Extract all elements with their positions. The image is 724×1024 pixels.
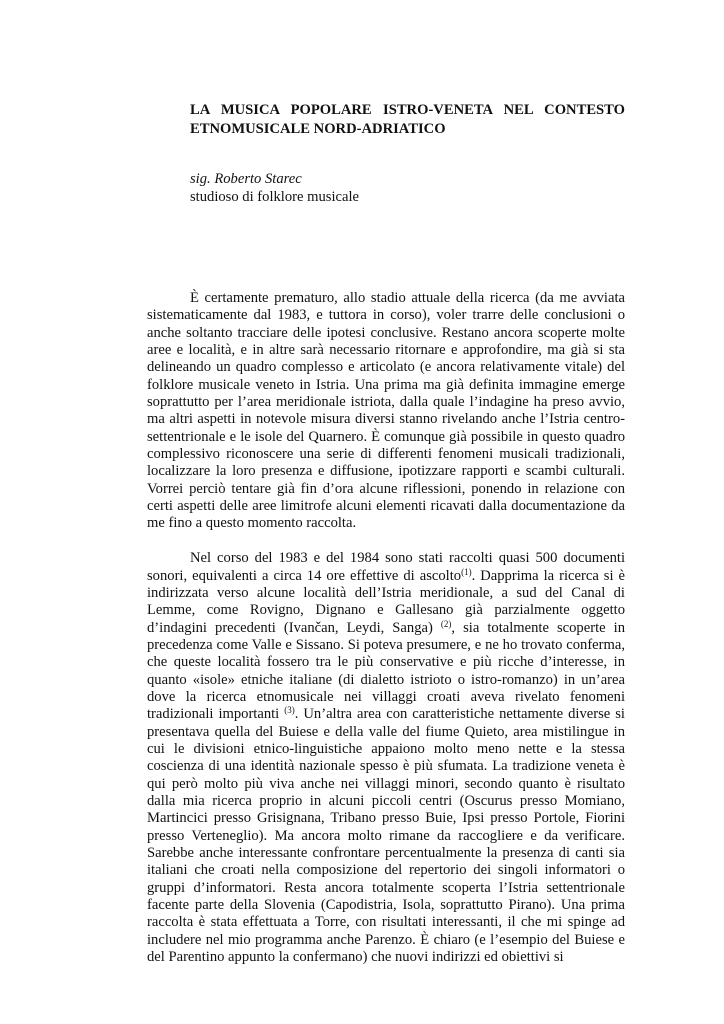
paragraph-2-text-1: Nel corso del 1983 e del 1984 sono stati raccolti quasi 500 documenti sonori, equivalenti a circa 14 ore effettive di ascolto <box>147 550 625 584</box>
paragraph-2-text-2: . Dapprima la ricerca si è indirizzata verso alcune località dell’Istria meridionale, a sud del Canal di Lemme, come Rovigno, Dignano e Gallesano già parzialmente oggetto d’indagini precedenti (Ivančan, Leydi, Sanga) <box>147 567 626 636</box>
footnote-ref-1: (1) <box>461 566 472 577</box>
author-block <box>190 171 359 206</box>
paragraph-1: È certamente prematuro, allo stadio attuale della ricerca (da me avviata sistematicamente dal 1983, e tuttora in corso), voler trarre delle conclusioni o anche soltanto tracciare delle ipotesi conclusive. Restano ancora scoperte molte aree e località, e in altre sarà necessario ritornare e approfondire, ma già si sta delineando un quadro complesso e articolato (e ancora relativamente vitale) del folklore musicale veneto in Istria. Una prima ma già definita immagine emerge soprattutto per l’area meridionale istriota, dalla quale l’indagine ha preso avvio, ma altri aspetti in notevole misura diversi stanno rivelando anche l’Istria centro-settentrionale e le isole del Quarnero. È comunque già possibile in questo quadro complessivo riconoscere una serie di differenti fenomeni musicali tradizionali, localizzare la loro presenza e diffusione, ipotizzare rapporti e scambi culturali. Vorrei perciò tentare già fin d’ora alcune riflessioni, ponendo in relazione con certi aspetti delle aree limitrofe alcuni elementi ricavati dalla documentazione da me fino a questo momento raccolta. <box>147 290 625 532</box>
paragraph-2-text-3: , sia totalmente scoperte in precedenza come Valle e Sissano. Si poteva presumere, e ne ho trovato conferma, che queste località fossero tra le più conservative e più ricche d’interesse, in quanto «isole» etniche italiane (di dialetto istrioto o istro-romanzo) in un’area dove la ricerca etnomusicale nei villaggi croati aveva rivelato fenomeni tradizionali importanti <box>147 619 625 723</box>
document-title: LA MUSICA POPOLARE ISTRO-VENETA NEL CONTESTO ETNOMUSICALE NORD-ADRIATICO <box>190 102 625 137</box>
author-name: sig. Roberto Starec <box>190 171 302 187</box>
paragraph-2-text-4: . Un’altra area con caratteristiche nettamente diverse si presentava quella del Buiese e della valle del fiume Quieto, area mistilingue in cui le divisioni etnico-linguistiche appaiono molto meno nette e la stessa coscienza di una identità nazionale spesso è più sfumata. La tradizione veneta è qui però molto più viva anche nei villaggi minori, secondo quanto è risultato dalla mia ricerca proprio in alcuni piccoli centri (Oscurus presso Momiano, Martincici presso Grisignana, Tribano presso Buie, Ipsi presso Portole, Fiorini presso Verteneglio). Ma ancora molto rimane da raccogliere e da verificare. Sarebbe anche interessante confrontare percentualmente la presenza di canti sia italiani che croati nella composizione del repertorio dei singoli informatori o gruppi d’informatori. Resta ancora totalmente scoperta l’Istria settentrionale facente parte della Slovenia (Capodistria, Isola, soprattutto Pirano). Una prima raccolta è stata effettuata a Torre, con risultati interessanti, il che mi spinge ad includere nel mio programma anche Parenzo. È chiaro (e l’esempio del Buiese e del Parentino appunto la confermano) che nuovi indirizzi ed obiettivi si <box>147 706 625 966</box>
paragraph-2 <box>147 550 625 966</box>
document-body <box>147 290 625 966</box>
footnote-ref-2: (2) <box>440 618 452 629</box>
footnote-ref-3: (3) <box>284 705 295 716</box>
author-role: studioso di folklore musicale <box>190 188 360 205</box>
